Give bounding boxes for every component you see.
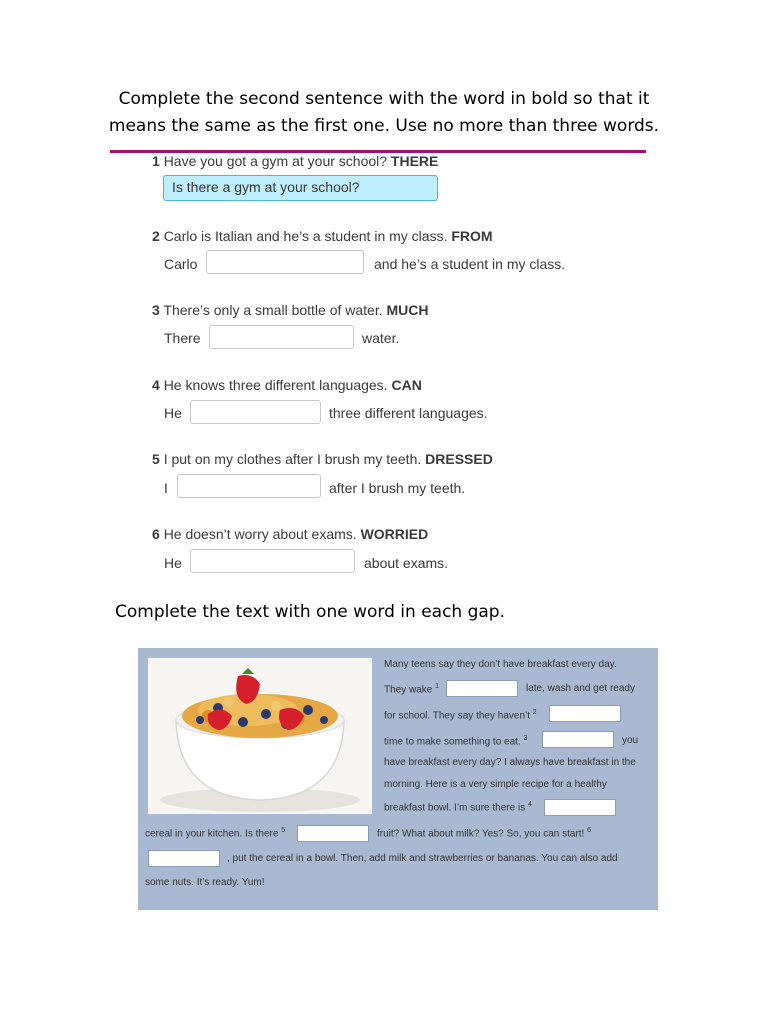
- question-number: 1: [152, 153, 160, 169]
- instructions-part2: Complete the text with one word in each gap.: [115, 602, 505, 622]
- question-keyword: WORRIED: [360, 526, 429, 542]
- question-text: I put on my clothes after I brush my teeth.: [163, 451, 422, 467]
- gap-number: 2: [532, 709, 537, 716]
- question-4: [152, 377, 422, 393]
- gap-number: 4: [527, 801, 532, 808]
- sentence-start: I: [164, 480, 168, 496]
- cereal-bowl-image: [148, 658, 372, 814]
- passage-line-5: have breakfast every day? I always have breakfast in the: [384, 757, 636, 768]
- passage-line-1: Many teens say they don’t have breakfast every day.: [384, 659, 617, 670]
- question-number: 6: [152, 526, 160, 542]
- question-3: [152, 302, 429, 318]
- passage-line-6: morning. Here is a very simple recipe for a healthy: [384, 779, 607, 790]
- question-number: 4: [152, 377, 160, 393]
- passage-line-8a: [145, 827, 285, 839]
- question-keyword: FROM: [451, 228, 493, 244]
- question-keyword: DRESSED: [425, 451, 493, 467]
- passage-text: They wake: [384, 684, 433, 696]
- sentence-start: He: [164, 555, 182, 571]
- sentence-start: There: [164, 330, 201, 346]
- question-text: There’s only a small bottle of water.: [163, 302, 383, 318]
- gap-field-5[interactable]: [297, 825, 369, 842]
- passage-text: breakfast bowl. I’m sure there is: [384, 802, 526, 814]
- sentence-start: Carlo: [164, 256, 198, 272]
- answer-field-3[interactable]: [209, 325, 354, 349]
- passage-line-9: , put the cereal in a bowl. Then, add milk and strawberries or bananas. You can also add: [227, 853, 618, 864]
- question-5: [152, 451, 493, 467]
- question-text: Have you got a gym at your school?: [163, 153, 388, 169]
- question-1: [152, 153, 438, 169]
- question-number: 2: [152, 228, 160, 244]
- gap-field-6[interactable]: [148, 850, 220, 867]
- question-6: [152, 526, 428, 542]
- passage-text: cereal in your kitchen. Is there: [145, 828, 279, 840]
- instructions-line1: Complete the second sentence with the word in bold so that it: [118, 89, 650, 109]
- sentence-end: and he’s a student in my class.: [374, 256, 566, 272]
- reading-panel: [138, 648, 658, 910]
- answer-field-5[interactable]: [177, 474, 321, 498]
- question-number: 5: [152, 451, 160, 467]
- answer-field-4[interactable]: [190, 400, 321, 424]
- passage-line-2b: late, wash and get ready: [526, 683, 635, 694]
- answer-field-1[interactable]: Is there a gym at your school?: [163, 175, 438, 201]
- gap-field-3[interactable]: [542, 731, 614, 748]
- gap-number: 6: [587, 827, 592, 834]
- sentence-end: about exams.: [364, 555, 449, 571]
- answer-field-2[interactable]: [206, 250, 364, 274]
- question-number: 3: [152, 302, 160, 318]
- passage-line-3: [384, 709, 537, 721]
- passage-line-4b: you: [622, 735, 639, 746]
- question-text: He doesn’t worry about exams.: [163, 526, 357, 542]
- instructions-line2: means the same as the first one. Use no more than three words.: [108, 116, 660, 136]
- gap-field-4[interactable]: [544, 799, 616, 816]
- passage-text: fruit? What about milk? Yes? So, you can start!: [377, 828, 585, 840]
- gap-number: 1: [435, 683, 440, 690]
- passage-text: time to make something to eat.: [384, 736, 521, 748]
- gap-number: 3: [523, 735, 528, 742]
- passage-text: for school. They say they haven’t: [384, 710, 531, 722]
- sentence-start: He: [164, 405, 182, 421]
- question-2: [152, 228, 493, 244]
- sentence-end: after I brush my teeth.: [329, 480, 466, 496]
- gap-field-1[interactable]: [446, 680, 518, 697]
- question-text: Carlo is Italian and he’s a student in my class.: [163, 228, 448, 244]
- passage-line-10: some nuts. It’s ready. Yum!: [145, 877, 265, 888]
- passage-line-2a: [384, 683, 439, 695]
- answer-field-6[interactable]: [190, 549, 355, 573]
- passage-line-4a: [384, 735, 527, 747]
- question-keyword: CAN: [391, 377, 422, 393]
- gap-number: 5: [281, 827, 286, 834]
- sentence-end: three different languages.: [329, 405, 488, 421]
- sentence-end: water.: [362, 330, 400, 346]
- passage-line-8b: [377, 827, 591, 839]
- question-text: He knows three different languages.: [163, 377, 388, 393]
- gap-field-2[interactable]: [549, 705, 621, 722]
- question-keyword: MUCH: [386, 302, 429, 318]
- instructions-part1: [100, 86, 668, 140]
- passage-line-7: [384, 801, 532, 813]
- question-keyword: THERE: [390, 153, 439, 169]
